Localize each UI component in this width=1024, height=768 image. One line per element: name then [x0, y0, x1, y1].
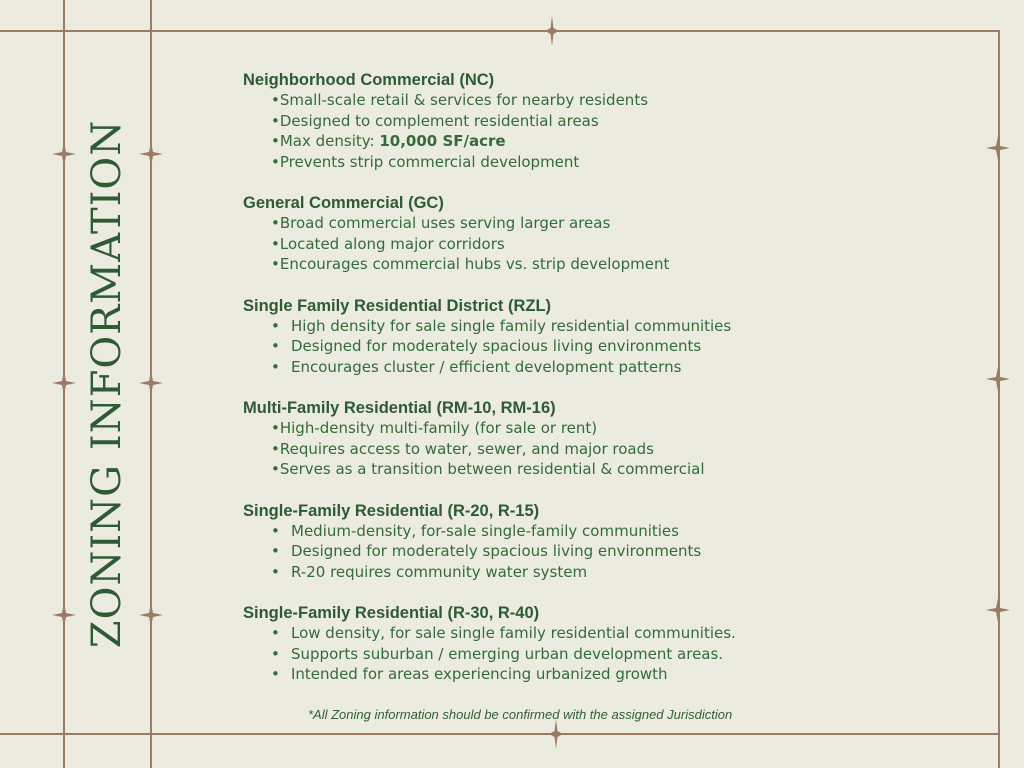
disclaimer-footnote: *All Zoning information should be confirmed with the assigned Jurisdiction: [308, 707, 733, 722]
list-item: [243, 336, 983, 357]
list-item: •Prevents strip commercial development: [271, 152, 580, 171]
bullet-list: [243, 90, 983, 172]
list-item: [243, 562, 983, 583]
diamond-ornament-icon: [139, 371, 163, 395]
list-item-text: Designed for moderately spacious living environments: [291, 337, 702, 355]
bullet-list: [243, 316, 983, 378]
list-item: [243, 357, 983, 378]
list-item-text: Designed for moderately spacious living environments: [291, 542, 702, 560]
diamond-ornament-icon: [52, 371, 76, 395]
list-item: •High-density multi-family (for sale or rent): [271, 419, 598, 437]
diamond-ornament-icon: [139, 603, 163, 627]
zoning-section-nc: [243, 70, 983, 172]
bullet-dot: •: [271, 521, 280, 540]
diamond-ornament-icon: [986, 598, 1010, 622]
list-item: •Located along major corridors: [271, 234, 505, 253]
diamond-ornament-icon: [549, 719, 563, 749]
diamond-ornament-icon: [52, 603, 76, 627]
list-item: [243, 623, 983, 644]
list-item: [243, 664, 983, 685]
bullet-dot: •: [271, 562, 280, 581]
zoning-section-gc: [243, 193, 983, 275]
list-item-text: Intended for areas experiencing urbanized growth: [291, 665, 668, 683]
bullet-list: [243, 213, 983, 275]
section-heading: General Commercial (GC): [243, 194, 444, 212]
list-item-text: •Max density:: [271, 132, 380, 150]
list-item: •Requires access to water, sewer, and major roads: [271, 439, 654, 458]
bullet-dot: •: [271, 665, 280, 683]
list-item: [243, 316, 983, 337]
bullet-dot: •: [271, 316, 280, 335]
bullet-list: [243, 623, 983, 685]
bullet-dot: •: [271, 357, 280, 376]
bullet-list: [243, 418, 983, 480]
list-item-text: High density for sale single family residential communities: [291, 316, 732, 335]
zoning-list: [243, 70, 983, 706]
section-heading: Single-Family Residential (R-30, R-40): [243, 604, 540, 622]
max-density-value: 10,000 SF/acre: [379, 132, 506, 150]
list-item: [243, 521, 983, 542]
list-item-text: Supports suburban / emerging urban development areas.: [291, 644, 724, 663]
frame-line-bottom: [0, 733, 1000, 735]
bullet-dot: •: [271, 542, 280, 560]
list-item-text: Medium-density, for-sale single-family communities: [291, 521, 679, 540]
list-item: [243, 644, 983, 665]
list-item: •Broad commercial uses serving larger areas: [271, 214, 611, 232]
list-item-text: R-20 requires community water system: [291, 562, 588, 581]
section-heading: Single Family Residential District (RZL): [243, 296, 552, 315]
bullet-dot: •: [271, 644, 280, 663]
bullet-dot: •: [271, 337, 280, 355]
diamond-ornament-icon: [139, 142, 163, 166]
bullet-dot: •: [271, 624, 280, 642]
list-item-text: Encourages cluster / efficient development patterns: [291, 357, 682, 376]
zoning-section-r20: [243, 501, 983, 583]
diamond-ornament-icon: [986, 367, 1010, 391]
list-item: [243, 541, 983, 562]
list-item: •Small-scale retail & services for nearby residents: [271, 91, 649, 109]
list-item: •Encourages commercial hubs vs. strip development: [271, 255, 670, 273]
frame-line-top: [0, 30, 1000, 32]
diamond-ornament-icon: [986, 136, 1010, 160]
page-title: ZONING INFORMATION: [84, 119, 130, 649]
bullet-list: [243, 521, 983, 583]
list-item: [243, 131, 983, 152]
zoning-section-rm: [243, 398, 983, 480]
list-item-text: Low density, for sale single family residential communities.: [291, 624, 736, 642]
section-heading: Multi-Family Residential (RM-10, RM-16): [243, 399, 556, 417]
zoning-section-rzl: [243, 296, 983, 378]
diamond-ornament-icon: [52, 142, 76, 166]
section-heading: Single-Family Residential (R-20, R-15): [243, 501, 540, 520]
zoning-section-r30: [243, 603, 983, 685]
list-item: •Designed to complement residential areas: [271, 111, 599, 130]
section-heading: Neighborhood Commercial (NC): [243, 71, 495, 89]
diamond-ornament-icon: [545, 16, 559, 46]
list-item: •Serves as a transition between residential & commercial: [271, 460, 705, 478]
